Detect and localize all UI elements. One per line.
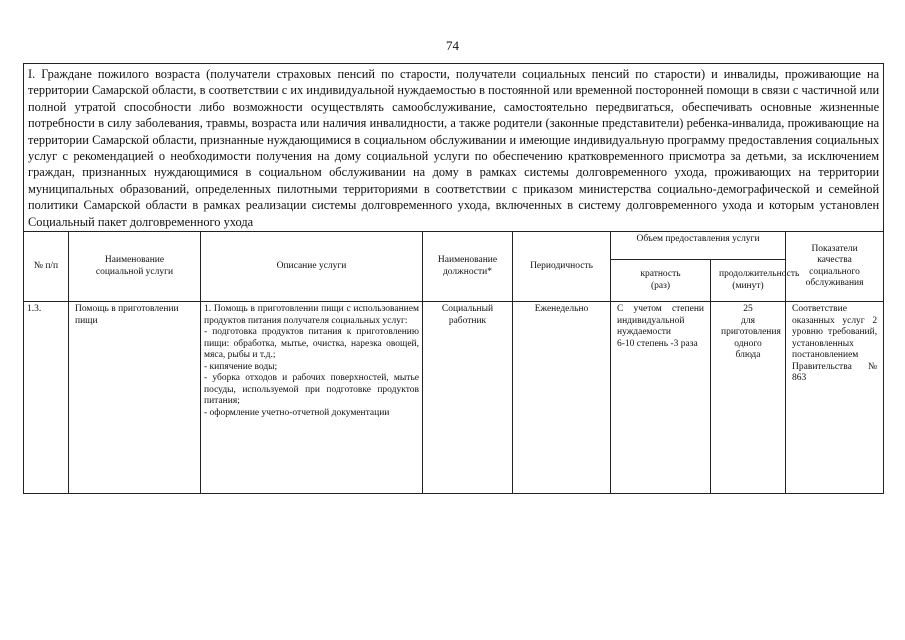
row-frequency (611, 302, 711, 494)
header-frequency: кратность (раз) (611, 260, 711, 302)
page-number: 74 (446, 38, 459, 53)
row-description (201, 302, 423, 494)
header-periodicity: Периодичность (513, 232, 611, 302)
row-periodicity: Еженедельно (513, 302, 611, 494)
frequency-line: 6-10 степень -3 раза (617, 338, 698, 349)
intro-row (24, 64, 884, 232)
table-row (24, 302, 884, 494)
duration-value: 25 (743, 304, 753, 315)
description-line: - уборка отходов и рабочих поверхностей, мытье посуды, используемой при подготовке продуктов питания; (204, 373, 419, 407)
category-description: I. Граждане пожилого возраста (получатели страховых пенсий по старости, получатели социальных пенсий по старости) и инвалиды, проживающие на территории Самарской области, в соответствии с их индивидуальной нуждаемостью в постоянной или временной посторонней помощи в связи с частичной или полной утратой способности либо возможности осуществлять самообслуживание, самостоятельно передвигаться, обеспечивать основные жизненные потребности в силу заболевания, травмы, возраста или наличия инвалидности, а также родители (законные представители) ребенка-инвалида, проживающие на территории Самарской области, признанные нуждающимися в социальном обслуживании и имеющие индивидуальную программу предоставления социальных услуг с рекомендацией о необходимости получения на дому социальной услуги по обеспечению кратковременного присмотра за детьми, за исключением граждан, признанных нуждающимися в социальном обслуживании на дому в рамках системы долговременного ухода, проживающих на территории муниципальных образований, определенных пилотными территориями в соответствии с приказом министерства социально-демографической и семейной политики Самарской области в рамках реализации системы долговременного ухода, включенных в систему долговременного ухода и которым установлен Социальный пакет долговременного ухода (24, 64, 884, 232)
description-line: 1. Помощь в приготовлении пищи с использованием продуктов питания получателя социальных услуг: (204, 304, 419, 326)
description-line: - подготовка продуктов питания к приготовлению пищи: обработка, мытье, очистка, нарезка овощей, мяса, рыбы и т.д.; (204, 327, 419, 361)
services-table (23, 63, 884, 494)
row-duration (711, 302, 786, 494)
description-line: - кипячение воды; (204, 361, 278, 372)
header-volume: Объем предоставления услуги (611, 232, 786, 260)
header-num: № п/п (24, 232, 69, 302)
header-service-name: Наименование социальной услуги (69, 232, 201, 302)
header-description: Описание услуги (201, 232, 423, 302)
header-row-1 (24, 232, 884, 260)
duration-note: для приготовления одного блюда (721, 315, 781, 361)
frequency-line: С учетом степени индивидуальной нуждаемости (617, 304, 704, 338)
row-quality: Соответствие оказанных услуг 2 уровню требований, установленных постановлением Правительства № 863 (786, 302, 884, 494)
row-num: 1.3. (24, 302, 69, 494)
header-position: Наименование должности* (423, 232, 513, 302)
header-quality: Показатели качества социального обслуживания (786, 232, 884, 302)
header-duration: продолжительность (минут) (711, 260, 786, 302)
row-position: Социальный работник (423, 302, 513, 494)
row-service-name: Помощь в приготовлении пищи (69, 302, 201, 494)
description-line: - оформление учетно-отчетной документации (204, 407, 390, 418)
